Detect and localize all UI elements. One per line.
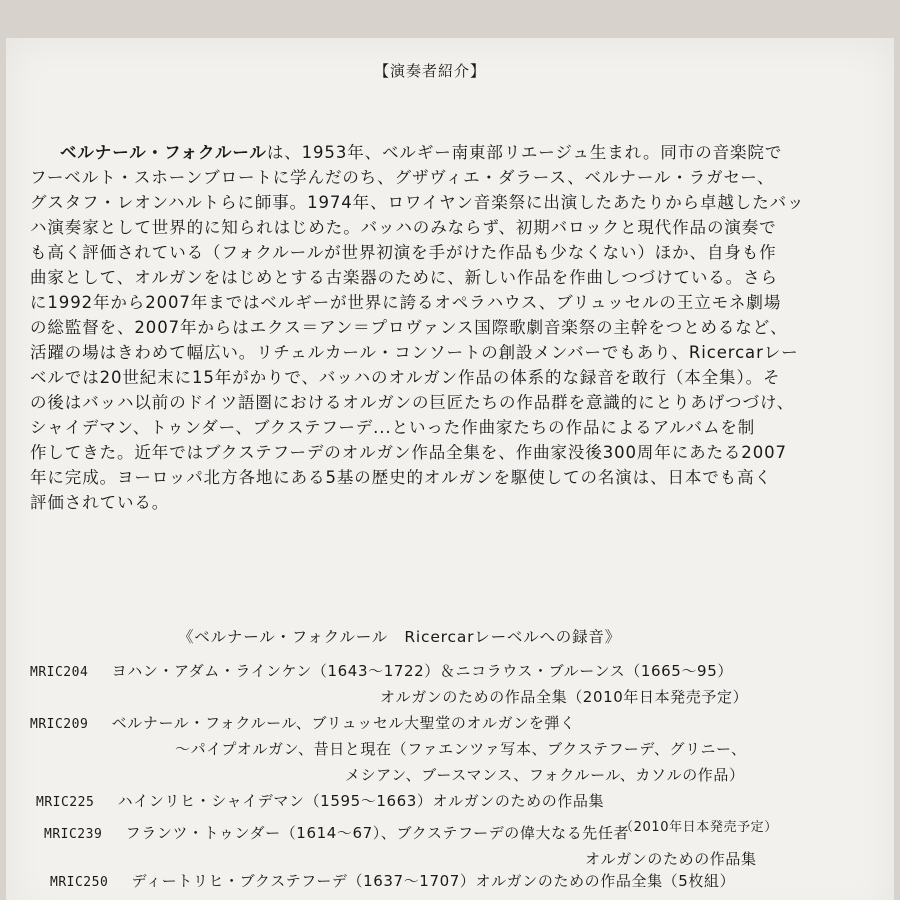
bio-line: フーベルト・スホーンブロートに学んだのち、グザヴィエ・ダラース、ベルナール・ラガセー、 <box>30 168 775 187</box>
bio-line: グスタフ・レオンハルトらに師事。1974年、ロワイヤン音楽祭に出演したあたりから卓越したバッ <box>30 193 805 212</box>
bio-line: 曲家として、オルガンをはじめとする古楽器のために、新しい作品を作曲しつづけている。さら <box>30 268 778 287</box>
recording-title: ベルナール・フォクルール、ブリュッセル大聖堂のオルガンを弾く <box>111 714 576 732</box>
recording-entry <box>30 712 576 733</box>
recording-title: ヨハン・アダム・ラインケン（1643～1722）＆ニコラウス・ブルーンス（1665～95） <box>111 662 733 680</box>
bio-line: の後はバッハ以前のドイツ語圏におけるオルガンの巨匠たちの作品群を意識的にとりあげつづけ、 <box>30 393 795 412</box>
bio-line: の総監督を、2007年からはエクス＝アン＝プロヴァンス国際歌劇音楽祭の主幹をつとめるなど、 <box>30 318 788 337</box>
bio-line: ハ演奏家として世界的に知られはじめた。バッハのみならず、初期バロックと現代作品の演奏で <box>30 218 777 237</box>
recording-entry <box>30 660 733 681</box>
performer-bio <box>60 140 850 165</box>
recording-subtitle: （2010年日本発売予定） <box>620 820 778 835</box>
bio-line: 評価されている。 <box>30 493 170 512</box>
recording-subtitle: オルガンのための作品集 <box>585 850 757 868</box>
bio-line: シャイデマン、トゥンダー、ブクステフーデ...といった作曲家たちの作品によるアルバムを制 <box>30 418 756 437</box>
recording-entry <box>36 790 604 811</box>
catalog-number: MRIC209 <box>30 717 89 732</box>
performer-name: ベルナール・フォクルール <box>60 143 267 162</box>
recording-subtitle: ～パイプオルガン、昔日と現在（ファエンツァ写本、ブクステフーデ、グリニー、 <box>175 740 747 758</box>
bio-line: も高く評価されている（フォクルールが世界初演を手がけた作品も少なくない）ほか、自身も作 <box>30 243 777 262</box>
recording-title: ディートリヒ・ブクステフーデ（1637～1707）オルガンのための作品全集（5枚組） <box>131 872 736 890</box>
catalog-number: MRIC239 <box>44 827 103 842</box>
performer-bio-body <box>30 165 870 515</box>
bio-line: に1992年から2007年まではベルギーが世界に誇るオペラハウス、ブリュッセルの王立モネ劇場 <box>30 293 782 312</box>
section-heading: 【演奏者紹介】 <box>373 62 486 80</box>
catalog-number: MRIC204 <box>30 665 89 680</box>
recording-title: フランツ・トゥンダー（1614～67）、ブクステフーデの偉大なる先任者 <box>125 824 630 842</box>
recording-entry <box>50 870 735 891</box>
catalog-number: MRIC225 <box>36 795 95 810</box>
recording-subtitle: オルガンのための作品全集（2010年日本発売予定） <box>380 688 749 706</box>
bio-line: ベルでは20世紀末に15年がかりで、バッハのオルガン作品の体系的な録音を敢行（本全集）。そ <box>30 368 781 387</box>
bio-line: 活躍の場はきわめて幅広い。リチェルカール・コンソートの創設メンバーでもあり、Ricercarレー <box>30 343 799 362</box>
catalog-number: MRIC250 <box>50 875 109 890</box>
bio-line: 作してきた。近年ではブクステフーデのオルガン作品全集を、作曲家没後300周年にあたる2007 <box>30 443 787 462</box>
recording-title: ハインリヒ・シャイデマン（1595～1663）オルガンのための作品集 <box>117 792 605 810</box>
recording-entry <box>44 822 629 843</box>
recording-subtitle: メシアン、ブースマンス、フォクルール、カソルの作品） <box>345 766 745 784</box>
bio-line: 年に完成。ヨーロッパ北方各地にある5基の歴史的オルガンを駆使しての名演は、日本でも高く <box>30 468 772 487</box>
bio-line: ベルナール・フォクルールは、1953年、ベルギー南東部リエージュ生まれ。同市の音楽院で <box>60 143 783 162</box>
recordings-title: 《ベルナール・フォクルール Ricercarレーベルへの録音》 <box>178 628 622 646</box>
